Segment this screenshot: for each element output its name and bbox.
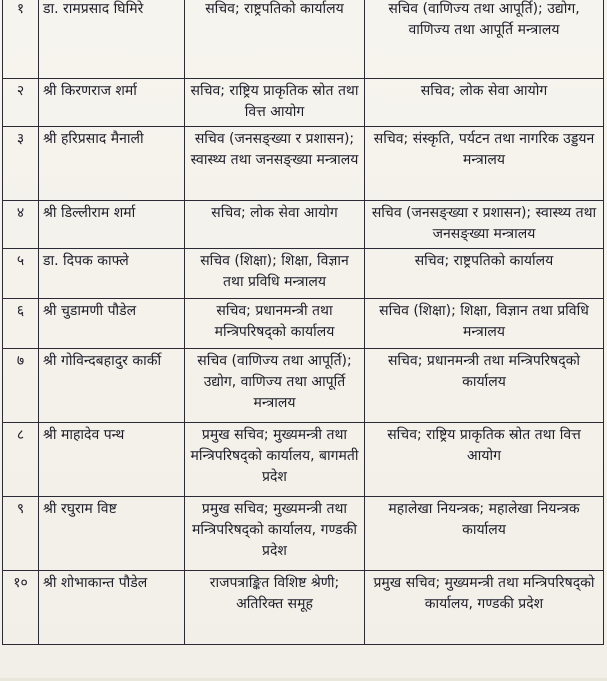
- table-row: [3, 201, 604, 249]
- table-row: [3, 423, 604, 497]
- table-row: [3, 79, 604, 127]
- official-name: श्री रघुराम विष्ट: [39, 497, 185, 571]
- row-number: २: [3, 79, 39, 127]
- new-post: सचिव; प्रधानमन्त्री तथा मन्त्रिपरिषद्को कार्यालय: [365, 349, 604, 423]
- row-number: १०: [3, 571, 39, 645]
- new-post: सचिव; लोक सेवा आयोग: [365, 79, 604, 127]
- table-row: [3, 571, 604, 645]
- current-post: सचिव; राष्ट्रपतिको कार्यालय: [185, 0, 365, 79]
- current-post: सचिव; लोक सेवा आयोग: [185, 201, 365, 249]
- row-number: ५: [3, 249, 39, 299]
- current-post: सचिव; राष्ट्रिय प्राकृतिक स्रोत तथा वित्त आयोग: [185, 79, 365, 127]
- row-number: ७: [3, 349, 39, 423]
- table-row: [3, 249, 604, 299]
- table-row: [3, 497, 604, 571]
- official-name: श्री शोभाकान्त पौडेल: [39, 571, 185, 645]
- table-row: [3, 349, 604, 423]
- new-post: सचिव (जनसङ्ख्या र प्रशासन); स्वास्थ्य तथा जनसङ्ख्या मन्त्रालय: [365, 201, 604, 249]
- current-post: सचिव; प्रधानमन्त्री तथा मन्त्रिपरिषद्को कार्यालय: [185, 299, 365, 349]
- secretary-transfer-table: [2, 0, 604, 645]
- new-post: प्रमुख सचिव; मुख्यमन्त्री तथा मन्त्रिपरिषद्को कार्यालय, गण्डकी प्रदेश: [365, 571, 604, 645]
- row-number: ८: [3, 423, 39, 497]
- official-name: श्री डिल्लीराम शर्मा: [39, 201, 185, 249]
- new-post: सचिव; राष्ट्रपतिको कार्यालय: [365, 249, 604, 299]
- row-number: १: [3, 0, 39, 79]
- row-number: ९: [3, 497, 39, 571]
- current-post: सचिव (शिक्षा); शिक्षा, विज्ञान तथा प्रविधि मन्त्रालय: [185, 249, 365, 299]
- official-name: श्री किरणराज शर्मा: [39, 79, 185, 127]
- current-post: सचिव (जनसङ्ख्या र प्रशासन); स्वास्थ्य तथा जनसङ्ख्या मन्त्रालय: [185, 127, 365, 201]
- official-name: श्री चुडामणी पौडेल: [39, 299, 185, 349]
- table-row: [3, 299, 604, 349]
- table-row: [3, 127, 604, 201]
- current-post: राजपत्राङ्कित विशिष्ट श्रेणी; अतिरिक्त समूह: [185, 571, 365, 645]
- row-number: ६: [3, 299, 39, 349]
- official-name: श्री हरिप्रसाद मैनाली: [39, 127, 185, 201]
- current-post: प्रमुख सचिव; मुख्यमन्त्री तथा मन्त्रिपरिषद्को कार्यालय, बागमती प्रदेश: [185, 423, 365, 497]
- current-post: सचिव (वाणिज्य तथा आपूर्ति); उद्योग, वाणिज्य तथा आपूर्ति मन्त्रालय: [185, 349, 365, 423]
- table-row: [3, 0, 604, 79]
- new-post: सचिव; राष्ट्रिय प्राकृतिक स्रोत तथा वित्त आयोग: [365, 423, 604, 497]
- new-post: सचिव; संस्कृति, पर्यटन तथा नागरिक उड्डयन मन्त्रालय: [365, 127, 604, 201]
- row-number: ३: [3, 127, 39, 201]
- new-post: सचिव (शिक्षा); शिक्षा, विज्ञान तथा प्रविधि मन्त्रालय: [365, 299, 604, 349]
- new-post: सचिव (वाणिज्य तथा आपूर्ति); उद्योग, वाणिज्य तथा आपूर्ति मन्त्रालय: [365, 0, 604, 79]
- new-post: महालेखा नियन्त्रक; महालेखा नियन्त्रक कार्यालय: [365, 497, 604, 571]
- official-name: डा. दिपक काफ्ले: [39, 249, 185, 299]
- official-name: श्री गोविन्दबहादुर कार्की: [39, 349, 185, 423]
- official-name: डा. रामप्रसाद घिमिरे: [39, 0, 185, 79]
- current-post: प्रमुख सचिव; मुख्यमन्त्री तथा मन्त्रिपरिषद्को कार्यालय, गण्डकी प्रदेश: [185, 497, 365, 571]
- official-name: श्री माहादेव पन्थ: [39, 423, 185, 497]
- row-number: ४: [3, 201, 39, 249]
